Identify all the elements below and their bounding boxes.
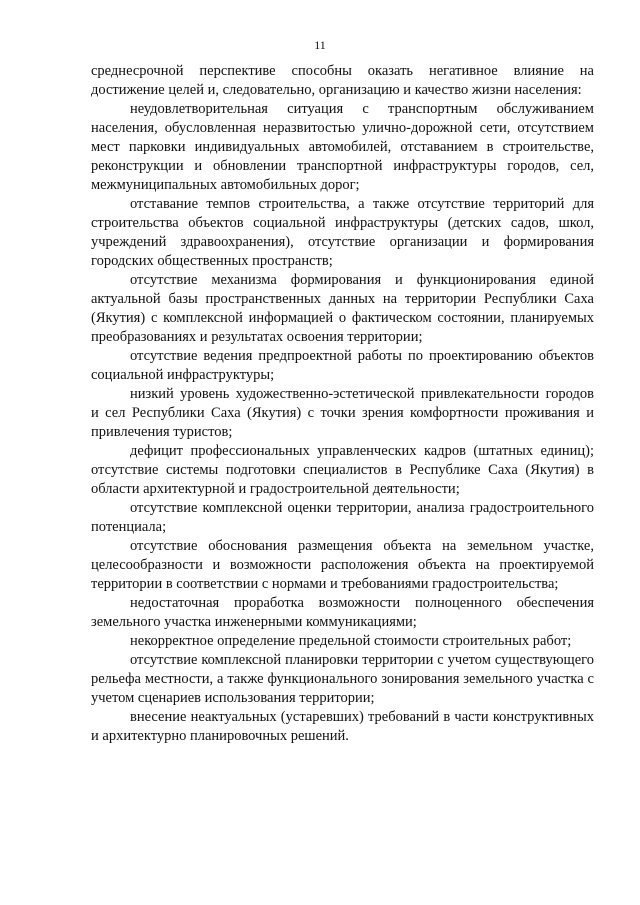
list-item-staff-deficit: дефицит профессиональных управленческих кадров (штатных единиц); отсутствие системы подготовки специалистов в Республике Саха (Якутия) в области архитектурной и градостроительной деятельности; bbox=[91, 443, 594, 497]
list-item-planning: отсутствие комплексной планировки территории с учетом существующего рельефа местности, а также функционального зонирования земельного участка с учетом сценариев использования территории; bbox=[91, 652, 594, 706]
list-item-construction-lag: отставание темпов строительства, а также отсутствие территорий для строительства объектов социальной инфраструктуры (детских садов, школ, учреждений здравоохранения), отсутствие организации и формирования городских общественных пространств; bbox=[91, 196, 594, 269]
list-item-engineering: недостаточная проработка возможности полноценного обеспечения земельного участка инженерными коммуникациями; bbox=[91, 595, 594, 630]
document-body bbox=[91, 62, 594, 746]
list-item-attractiveness: низкий уровень художественно-эстетической привлекательности городов и сел Республики Саха (Якутия) с точки зрения комфортности проживания и привлечения туристов; bbox=[91, 386, 594, 440]
list-item-cost: некорректное определение предельной стоимости строительных работ; bbox=[130, 633, 572, 649]
list-item-preproject-work: отсутствие ведения предпроектной работы по проектированию объектов социальной инфраструктуры; bbox=[91, 348, 594, 383]
list-item-spatial-data: отсутствие механизма формирования и функционирования единой актуальной базы пространственных данных на территории Республики Саха (Якутия) с комплексной информацией о фактическом состоянии, планируемых преобразованиях и результатах освоения территории; bbox=[91, 272, 594, 345]
list-item-territory-assessment: отсутствие комплексной оценки территории, анализа градостроительного потенциала; bbox=[91, 500, 594, 535]
page-number: 11 bbox=[314, 38, 326, 52]
list-item-requirements: внесение неактуальных (устаревших) требований в части конструктивных и архитектурно планировочных решений. bbox=[91, 709, 594, 744]
list-item-transport: неудовлетворительная ситуация с транспортным обслуживанием населения, обусловленная неразвитостью улично-дорожной сети, отсутствием мест парковки индивидуальных автомобилей, отставанием в строительстве, реконструкции и обновлении транспортной инфраструктуры городов, сел, межмуниципальных автомобильных дорог; bbox=[91, 101, 594, 193]
list-item-placement-justification: отсутствие обоснования размещения объекта на земельном участке, целесообразности и возможности расположения объекта на проектируемой территории в соответствии с нормами и требованиями градостроительства; bbox=[91, 538, 594, 592]
paragraph-continuation: среднесрочной перспективе способны оказать негативное влияние на достижение целей и, следовательно, организацию и качество жизни населения: bbox=[91, 63, 594, 98]
